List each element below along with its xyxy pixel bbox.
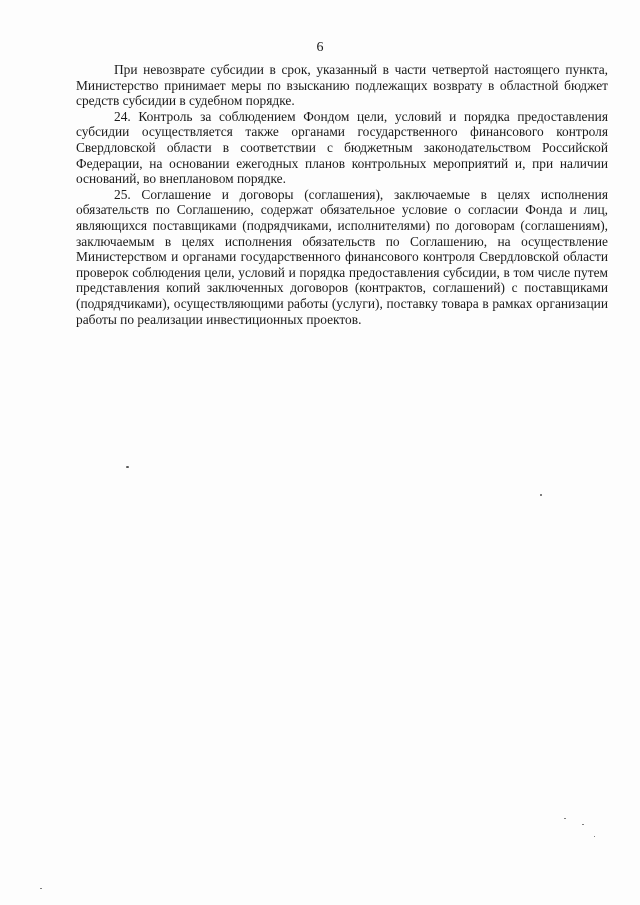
paragraph-refund-enforcement: При невозврате субсидии в срок, указанный в части четвертой настоящего пункта, Министерство принимает меры по взысканию подлежащих возврату в областной бюджет средств субсидии в судебном порядке. — [76, 62, 608, 109]
scan-speck — [582, 824, 584, 825]
scan-speck — [126, 466, 129, 468]
scan-speck — [540, 494, 542, 496]
paragraph-25-agreement-consent: 25. Соглашение и договоры (соглашения), заключаемые в целях исполнения обязательств по Соглашению, содержат обязательное условие о согласии Фонда и лиц, являющихся поставщиками (подрядчиками, исполнителями) по договорам (соглашениям), заключаемым в целях исполнения обязательств по Соглашению, на осуществление Министерством и органами государственного финансового контроля Свердловской области проверок соблюдения цели, условий и порядка предоставления субсидии, в том числе путем представления копий заключенных договоров (контрактов, соглашений) с поставщиками (подрядчиками), осуществляющими работы (услуги), поставку товара в рамках организации работы по реализации инвестиционных проектов. — [76, 186, 608, 327]
scan-speck — [40, 888, 42, 889]
document-body — [76, 62, 608, 327]
scan-speck — [594, 836, 595, 837]
page-number: 6 — [316, 40, 324, 55]
paragraph-24-financial-control: 24. Контроль за соблюдением Фондом цели, условий и порядка предоставления субсидии осуществляется также органами государственного финансового контроля Свердловской области в соответствии с бюджетным законодательством Российской Федерации, на основании ежегодных планов контрольных мероприятий и, при наличии оснований, во внеплановом порядке. — [76, 108, 608, 187]
scan-speck — [564, 818, 566, 819]
